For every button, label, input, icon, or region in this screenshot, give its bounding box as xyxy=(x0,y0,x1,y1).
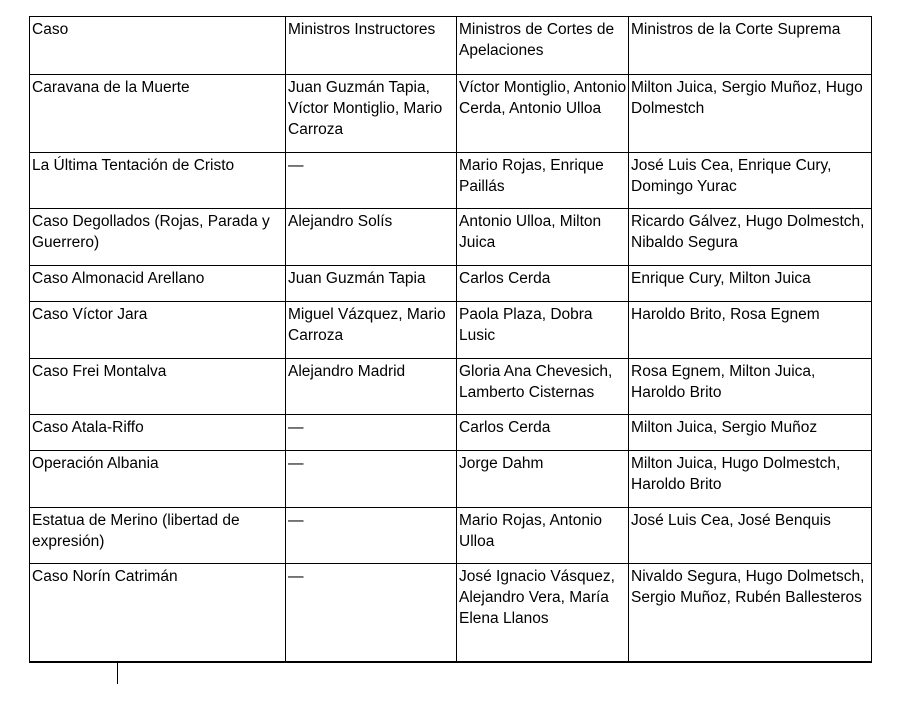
table-cell-instructores[interactable]: — xyxy=(286,153,457,209)
table-cell-suprema[interactable]: Milton Juica, Sergio Muñoz, Hugo Dolmestch xyxy=(629,75,872,153)
table-row xyxy=(30,415,872,451)
table-cell-suprema[interactable]: Enrique Cury, Milton Juica xyxy=(629,266,872,302)
table-cell-caso[interactable]: Caso Frei Montalva xyxy=(30,359,286,415)
table-cell-apelaciones[interactable]: Carlos Cerda xyxy=(457,415,629,451)
table-cell-apelaciones[interactable]: Víctor Montiglio, Antonio Cerda, Antonio Ulloa xyxy=(457,75,629,153)
table-cell-caso[interactable]: Caso Almonacid Arellano xyxy=(30,266,286,302)
table-cell-caso[interactable]: Caso Degollados (Rojas, Parada y Guerrero) xyxy=(30,209,286,266)
header-cell-ministros-instructores[interactable]: Ministros Instructores xyxy=(286,17,457,75)
table-cell-instructores[interactable]: Juan Guzmán Tapia xyxy=(286,266,457,302)
cases-table xyxy=(29,16,872,663)
table-header-row xyxy=(30,17,872,75)
table-row xyxy=(30,153,872,209)
table-cell-caso[interactable]: Operación Albania xyxy=(30,451,286,508)
text-cursor xyxy=(117,663,118,684)
table-cell-caso[interactable]: Estatua de Merino (libertad de expresión) xyxy=(30,508,286,564)
table-row xyxy=(30,564,872,662)
table-cell-instructores[interactable]: Miguel Vázquez, Mario Carroza xyxy=(286,302,457,359)
table-row xyxy=(30,266,872,302)
table-cell-caso[interactable]: Caso Víctor Jara xyxy=(30,302,286,359)
table-cell-instructores[interactable]: — xyxy=(286,508,457,564)
table-cell-apelaciones[interactable]: Carlos Cerda xyxy=(457,266,629,302)
table-cell-instructores[interactable]: — xyxy=(286,415,457,451)
table-cell-caso[interactable]: La Última Tentación de Cristo xyxy=(30,153,286,209)
header-cell-caso[interactable]: Caso xyxy=(30,17,286,75)
table-cell-caso[interactable]: Caravana de la Muerte xyxy=(30,75,286,153)
table-cell-instructores[interactable]: — xyxy=(286,451,457,508)
table-cell-apelaciones[interactable]: José Ignacio Vásquez, Alejandro Vera, María Elena Llanos xyxy=(457,564,629,662)
table-cell-instructores[interactable]: Alejandro Solís xyxy=(286,209,457,266)
table-cell-suprema[interactable]: Milton Juica, Hugo Dolmestch, Haroldo Brito xyxy=(629,451,872,508)
table-row xyxy=(30,451,872,508)
table-cell-apelaciones[interactable]: Jorge Dahm xyxy=(457,451,629,508)
table-cell-suprema[interactable]: José Luis Cea, Enrique Cury, Domingo Yurac xyxy=(629,153,872,209)
table-cell-apelaciones[interactable]: Mario Rojas, Enrique Paillás xyxy=(457,153,629,209)
table-cell-apelaciones[interactable]: Mario Rojas, Antonio Ulloa xyxy=(457,508,629,564)
table-row xyxy=(30,75,872,153)
table-cell-caso[interactable]: Caso Norín Catrimán xyxy=(30,564,286,662)
table-row xyxy=(30,359,872,415)
table-cell-apelaciones[interactable]: Antonio Ulloa, Milton Juica xyxy=(457,209,629,266)
header-cell-ministros-cortes-apelaciones[interactable]: Ministros de Cortes de Apelaciones xyxy=(457,17,629,75)
table-row xyxy=(30,302,872,359)
table-cell-apelaciones[interactable]: Gloria Ana Chevesich, Lamberto Cisternas xyxy=(457,359,629,415)
table-cell-suprema[interactable]: Milton Juica, Sergio Muñoz xyxy=(629,415,872,451)
table-row xyxy=(30,508,872,564)
table-cell-apelaciones[interactable]: Paola Plaza, Dobra Lusic xyxy=(457,302,629,359)
table-cell-caso[interactable]: Caso Atala-Riffo xyxy=(30,415,286,451)
table-cell-suprema[interactable]: José Luis Cea, José Benquis xyxy=(629,508,872,564)
table-cell-suprema[interactable]: Rosa Egnem, Milton Juica, Haroldo Brito xyxy=(629,359,872,415)
table-cell-instructores[interactable]: Alejandro Madrid xyxy=(286,359,457,415)
table-cell-suprema[interactable]: Haroldo Brito, Rosa Egnem xyxy=(629,302,872,359)
table-cell-suprema[interactable]: Ricardo Gálvez, Hugo Dolmestch, Nibaldo Segura xyxy=(629,209,872,266)
header-cell-ministros-corte-suprema[interactable]: Ministros de la Corte Suprema xyxy=(629,17,872,75)
table-cell-instructores[interactable]: Juan Guzmán Tapia, Víctor Montiglio, Mario Carroza xyxy=(286,75,457,153)
table-cell-suprema[interactable]: Nivaldo Segura, Hugo Dolmetsch, Sergio Muñoz, Rubén Ballesteros xyxy=(629,564,872,662)
table-row xyxy=(30,209,872,266)
table-cell-instructores[interactable]: — xyxy=(286,564,457,662)
